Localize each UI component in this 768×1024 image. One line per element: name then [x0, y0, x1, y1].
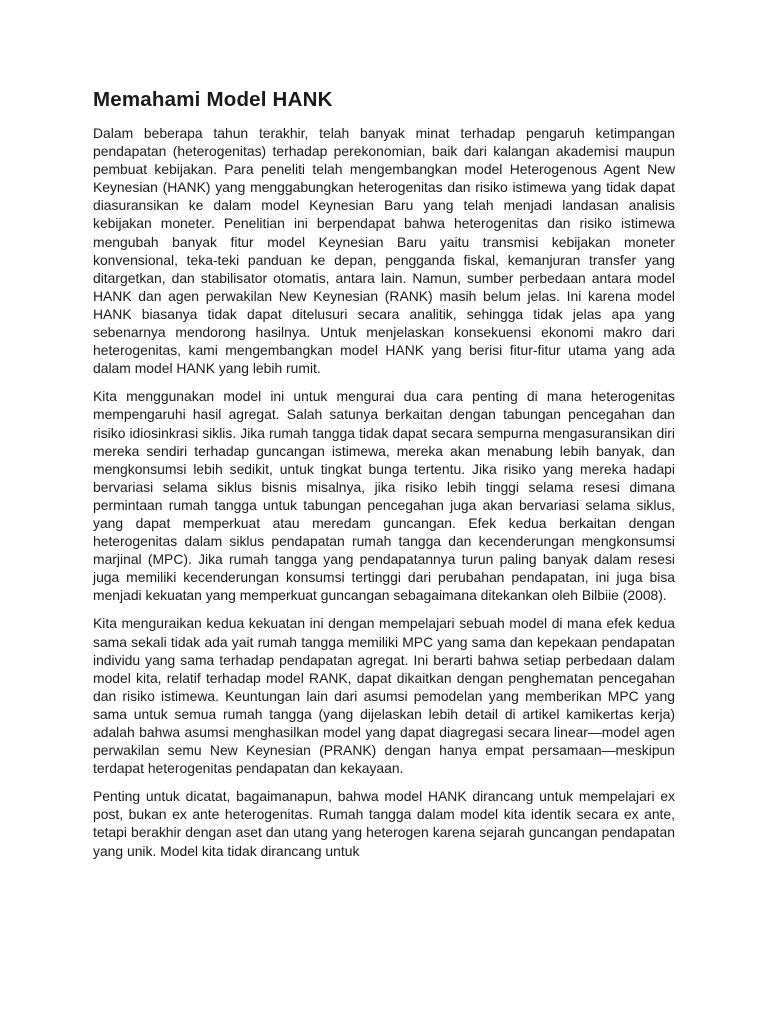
document-title: Memahami Model HANK: [93, 88, 333, 111]
document-page: [93, 86, 675, 870]
paragraph-2: Kita menggunakan model ini untuk mengurai dua cara penting di mana heterogenitas mempengaruhi hasil agregat. Salah satunya berkaitan dengan tabungan pencegahan dan risiko idiosinkrasi siklis. Jika rumah tangga tidak dapat secara sempurna mengasuransikan diri mereka sendiri terhadap guncangan istimewa, mereka akan menabung lebih banyak, dan mengkonsumsi lebih sedikit, untuk tingkat bunga tertentu. Jika risiko yang mereka hadapi bervariasi selama siklus bisnis misalnya, jika risiko lebih tinggi selama resesi dimana permintaan rumah tangga untuk tabungan pencegahan juga akan bervariasi selama siklus, yang dapat memperkuat atau meredam guncangan. Efek kedua berkaitan dengan heterogenitas dalam siklus pendapatan rumah tangga dan kecenderungan mengkonsumsi marjinal (MPC). Jika rumah tangga yang pendapatannya turun paling banyak dalam resesi juga memiliki kecenderungan konsumsi tertinggi dari perubahan pendapatan, ini juga bisa menjadi kekuatan yang memperkuat guncangan sebagaimana ditekankan oleh Bilbiie (2008).: [93, 388, 675, 604]
paragraph-4: Penting untuk dicatat, bagaimanapun, bahwa model HANK dirancang untuk mempelajari ex post, bukan ex ante heterogenitas. Rumah tangga dalam model kita identik secara ex ante, tetapi berakhir dengan aset dan utang yang heterogen karena sejarah guncangan pendapatan yang unik. Model kita tidak dirancang untuk: [93, 788, 675, 859]
paragraph-3: Kita menguraikan kedua kekuatan ini dengan mempelajari sebuah model di mana efek kedua sama sekali tidak ada yait rumah tangga memiliki MPC yang sama dan kepekaan pendapatan individu yang sama terhadap pendapatan agregat. Ini berarti bahwa setiap perbedaan dalam model kita, relatif terhadap model RANK, dapat dikaitkan dengan penghematan pencegahan dan risiko istimewa. Keuntungan lain dari asumsi pemodelan yang memberikan MPC yang sama untuk semua rumah tangga (yang dijelaskan lebih detail di artikel kamikertas kerja) adalah bahwa asumsi menghasilkan model yang dapat diagregasi secara linear—model agen perwakilan semu New Keynesian (PRANK) dengan hanya empat persamaan—meskipun terdapat heterogenitas pendapatan dan kekayaan.: [93, 615, 675, 777]
paragraph-1: Dalam beberapa tahun terakhir, telah banyak minat terhadap pengaruh ketimpangan pendapatan (heterogenitas) terhadap perekonomian, baik dari kalangan akademisi maupun pembuat kebijakan. Para peneliti telah mengembangkan model Heterogenous Agent New Keynesian (HANK) yang menggabungkan heterogenitas dan risiko istimewa yang tidak dapat diasuransikan ke dalam model Keynesian Baru yang telah menjadi landasan analisis kebijakan moneter. Penelitian ini berpendapat bahwa heterogenitas dan risiko istimewa mengubah banyak fitur model Keynesian Baru yaitu transmisi kebijakan moneter konvensional, teka-teki panduan ke depan, pengganda fiskal, kemanjuran transfer yang ditargetkan, dan stabilisator otomatis, antara lain. Namun, sumber perbedaan antara model HANK dan agen perwakilan New Keynesian (RANK) masih belum jelas. Ini karena model HANK biasanya tidak dapat ditelusuri secara analitik, sehingga tidak jelas apa yang sebenarnya mendorong hasilnya. Untuk menjelaskan konsekuensi ekonomi makro dari heterogenitas, kami mengembangkan model HANK yang berisi fitur-fitur utama yang ada dalam model HANK yang lebih rumit.: [93, 125, 675, 377]
